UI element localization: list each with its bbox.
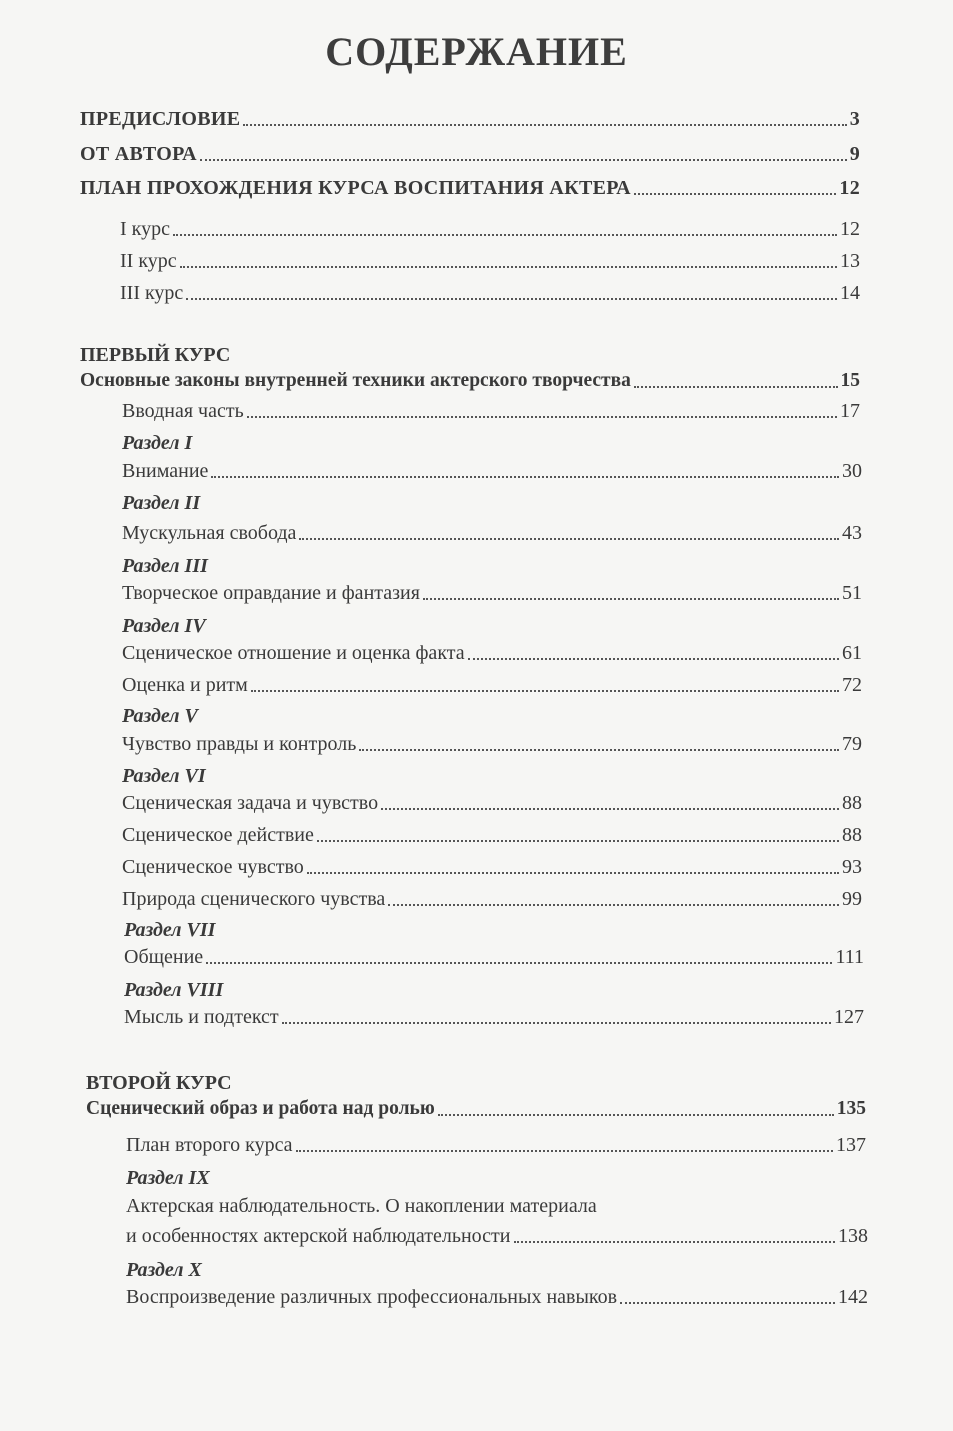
toc-entry-course-1[interactable] [120,216,860,242]
toc-page-number: 15 [840,370,860,391]
toc-entry-author[interactable] [80,141,860,167]
toc-entry-label: Чувство правды и контроль [122,733,357,755]
toc-entry[interactable] [122,854,862,880]
leader-dots [634,386,838,388]
leader-dots [634,193,836,195]
toc-entry[interactable] [122,580,862,606]
leader-dots [173,234,837,236]
toc-entry-first-main[interactable] [80,368,860,394]
toc-entry-label: ОТ АВТОРА [80,143,197,165]
toc-page-number: 142 [838,1286,868,1308]
toc-entry-label: Сценическое отношение и оценка факта [122,642,465,664]
toc-entry-label: Мысль и подтекст [124,1006,279,1028]
toc-entry-second-main[interactable] [86,1096,866,1122]
toc-entry-label: Внимание [122,460,209,482]
section-heading: Раздел V [122,705,198,727]
toc-entry-label: II курс [120,250,177,272]
leader-dots [299,538,839,540]
toc-page-number: 135 [836,1098,866,1119]
section-heading: Раздел IV [122,615,206,637]
leader-dots [180,266,837,268]
leader-dots [307,872,839,874]
toc-entry-label: План второго курса [126,1134,293,1156]
toc-entry-label: III курс [120,282,184,304]
leader-dots [247,416,837,418]
toc-entry-label: Сценическое действие [122,824,314,846]
toc-entry-label: Основные законы внутренней техники актерского творчества [80,370,631,391]
toc-page-number: 14 [840,282,860,304]
toc-entry-label: Творческое оправдание и фантазия [122,582,420,604]
toc-entry-line: Актерская наблюдательность. О накоплении материала [126,1195,597,1217]
toc-entry[interactable] [124,944,864,970]
toc-page-number: 43 [842,522,862,544]
toc-entry[interactable] [122,520,862,546]
toc-page-number: 88 [842,824,862,846]
toc-entry[interactable] [122,886,862,912]
toc-page-number: 93 [842,856,862,878]
toc-entry[interactable] [124,1004,864,1030]
toc-entry-course-2[interactable] [120,248,860,274]
toc-entry[interactable] [122,458,862,484]
toc-entry-plan[interactable] [80,175,860,201]
toc-entry-label: Вводная часть [122,400,244,422]
first-course-heading: ПЕРВЫЙ КУРС [80,344,231,366]
toc-page-number: 17 [840,400,860,422]
leader-dots [206,962,832,964]
toc-entry-label: Оценка и ритм [122,674,248,696]
leader-dots [438,1114,834,1116]
toc-entry[interactable] [122,790,862,816]
toc-page-number: 9 [849,143,860,165]
section-heading: Раздел X [126,1259,202,1281]
leader-dots [388,904,839,906]
leader-dots [251,690,839,692]
toc-page-number: 13 [840,250,860,272]
leader-dots [359,749,839,751]
leader-dots [282,1022,831,1024]
toc-page-number: 88 [842,792,862,814]
section-heading: Раздел VII [124,919,216,941]
toc-page-number: 79 [842,733,862,755]
section-heading: Раздел III [122,555,208,577]
toc-entry-label: и особенностях актерской наблюдательности [126,1225,511,1247]
toc-page-number: 99 [842,888,862,910]
toc-page-number: 3 [849,108,860,130]
toc-entry-label: I курс [120,218,170,240]
toc-entry[interactable] [122,822,862,848]
toc-entry-preface[interactable] [80,106,860,132]
leader-dots [296,1150,833,1152]
toc-entry-label: ПРЕДИСЛОВИЕ [80,108,241,130]
leader-dots [243,124,846,126]
toc-entry-course-3[interactable] [120,280,860,306]
toc-entry-label: Общение [124,946,204,968]
toc-entry-label: ПЛАН ПРОХОЖДЕНИЯ КУРСА ВОСПИТАНИЯ АКТЕРА [80,177,631,199]
toc-page-number: 12 [839,177,860,199]
toc-page-number: 72 [842,674,862,696]
leader-dots [317,840,839,842]
toc-page-number: 51 [842,582,862,604]
section-heading: Раздел VIII [124,979,224,1001]
toc-page-number: 138 [838,1225,868,1247]
leader-dots [468,658,839,660]
section-heading: Раздел VI [122,765,206,787]
leader-dots [423,598,839,600]
toc-entry-label: Мускульная свобода [122,522,297,544]
toc-page-number: 12 [840,218,860,240]
toc-entry-second-plan[interactable] [126,1132,866,1158]
toc-entry-label: Природа сценического чувства [122,888,386,910]
section-heading: Раздел IX [126,1167,210,1189]
toc-page-number: 111 [835,946,864,968]
section-heading: Раздел II [122,492,201,514]
toc-entry-label: Сценический образ и работа над ролью [86,1098,435,1119]
toc-page-number: 137 [836,1134,866,1156]
page-title: СОДЕРЖАНИЕ [325,29,628,74]
second-course-heading: ВТОРОЙ КУРС [86,1072,232,1094]
leader-dots [620,1302,835,1304]
toc-page-number: 61 [842,642,862,664]
section-heading: Раздел I [122,432,193,454]
leader-dots [381,808,839,810]
leader-dots [211,476,839,478]
leader-dots [514,1241,836,1243]
toc-page-number: 127 [834,1006,864,1028]
toc-entry[interactable] [122,672,862,698]
toc-entry[interactable] [126,1284,868,1310]
toc-entry-intro[interactable] [122,398,860,424]
toc-entry-label: Воспроизведение различных профессиональных навыков [126,1286,618,1308]
toc-entry-label: Сценическая задача и чувство [122,792,379,814]
toc-entry[interactable] [126,1223,868,1249]
toc-entry[interactable] [122,731,862,757]
toc-page-number: 30 [842,460,862,482]
toc-entry-label: Сценическое чувство [122,856,304,878]
toc-entry[interactable] [122,640,862,666]
leader-dots [186,298,837,300]
leader-dots [200,159,847,161]
